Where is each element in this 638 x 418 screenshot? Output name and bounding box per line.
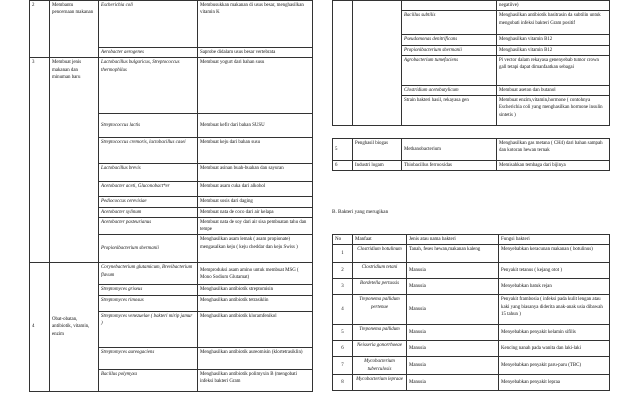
row-number: 2: [30, 1, 50, 58]
bacteria-function: Menyebabkan penyakit kelamin sifilis: [499, 325, 610, 341]
row-number: 4: [30, 263, 50, 391]
bacteria-host: Manusia: [407, 357, 499, 375]
usage-category: Membantu pencernaan makanan: [50, 1, 99, 58]
row-number: 5: [333, 325, 353, 341]
left-table: [29, 0, 313, 392]
bacteria-host: Manusia: [407, 279, 499, 295]
right-continuation-table: [332, 0, 610, 126]
usage-category: [353, 1, 402, 126]
usage-category: Membuat jenis makanan dan minuman baru: [50, 58, 99, 263]
bacteria-name: Clostridium botulinum: [353, 245, 407, 263]
bacteria-name: Treponema pallidum: [353, 325, 407, 341]
bacteria-name: Pediococcus cerevisiae: [99, 197, 198, 207]
table-row: [30, 263, 313, 285]
table-row: [30, 58, 313, 114]
bacteria-name: Streptomyces venezuelae ( bakteri mirip jamur ): [99, 311, 198, 347]
column-header: No: [333, 235, 353, 245]
bacteria-host: Manusia: [407, 374, 499, 390]
bacteria-function: Menghasilkan antibiotik kloramfenikol: [198, 311, 313, 347]
bacteria-name: Bacillus subtilis: [402, 11, 497, 35]
bacteria-name: Clostridium tetani: [353, 263, 407, 279]
bacteria-function: Membuat nata de soy dari air sisa pembuatan tahu dan tempe: [198, 217, 313, 235]
bacteria-name: Streptomyces aureogaciens: [99, 347, 198, 369]
bacteria-name: Escherichia coli: [99, 1, 198, 48]
row-number: [333, 1, 353, 126]
column-header: Jenis atau nama bakteri: [407, 235, 499, 245]
bacteria-name: Thiobacillus ferrooxidas: [402, 161, 497, 171]
table-row: [333, 245, 610, 263]
usage-category: Penghasil biogas: [353, 139, 402, 161]
bacteria-host: Manusia: [407, 295, 499, 325]
usage-category: Industri logam: [353, 161, 402, 171]
bacteria-function: Menghasilkan asam lemak ( asam propionate) mengasalkan keju ( keju cheddar dan keju Swiss ): [198, 235, 313, 263]
bacteria-function: Memisahkan tembaga dari bijinya: [497, 161, 610, 171]
bacteria-function: Saprobe didalam usus besar vertebrata: [198, 48, 313, 58]
bacteria-name: [402, 1, 497, 11]
bacteria-name: Acetobacter pasteurianus: [99, 217, 198, 235]
bacteria-function: Menghasilkan antibiotik polimyxin B (mengobati infeksi bakteri Gram: [198, 369, 313, 391]
bacteria-name: Streptomyces griseus: [99, 285, 198, 295]
bacteria-name: Streptococcus lactis: [99, 114, 198, 138]
bacteria-function: Pi vector dalam rekayasa genenyebab tumor crown gall tetapi dapat dimanfaatkan sebagai: [497, 55, 610, 85]
bacteria-function: Menghasilkan antibiotik streptomisin: [198, 285, 313, 295]
bacteria-function: Menyebabkan keracunan makanan ( botulinus): [499, 245, 610, 263]
bacteria-function: Membuat yogurt dari bahan susu: [198, 58, 313, 114]
bacteria-name: Clostridium acetobutylicum: [402, 85, 497, 95]
usage-category: Obat-obatan, antibiotik, vitamin, enzim: [50, 263, 99, 391]
bacteria-name: Neisseria gonorrhoeae: [353, 341, 407, 357]
bacteria-name: Bordetella pertussis: [353, 279, 407, 295]
bacteria-function: Menyebabkan batuk rejan: [499, 279, 610, 295]
bacteria-function: Menghasilkan antibiotik tetrasiklin: [198, 295, 313, 311]
row-number: 6: [333, 161, 353, 171]
row-number: 5: [333, 139, 353, 161]
bacteria-function: Penyakit frambosia ( infeksi pada kulit lengan atau kaki yang biasanya diderita anak-anak usia dibawah 15 tahun ): [499, 295, 610, 325]
column-header: Manfaat: [353, 235, 407, 245]
row-number: 3: [333, 279, 353, 295]
bacteria-function: Membuat enzim,vitamin,hormone ( contohnya Escherichia coli yang menghasilkan hormone insulin sintetis ): [497, 96, 610, 126]
bacteria-host: Manusia: [407, 263, 499, 279]
bacteria-function: Menyebabkan penyakit paru-paru (TBC): [499, 357, 610, 375]
bacteria-function: Membuat kefir dari bahan SUSU: [198, 114, 313, 138]
bacteria-function: Menyebabkan penyakit lepraa: [499, 374, 610, 390]
bacteria-name: Propionibacterium shermanii: [99, 235, 198, 263]
row-number: 7: [333, 357, 353, 375]
bacteria-function: Membuat sosis dari daging: [198, 197, 313, 207]
bacteria-function: Kencing nanah pada wanita dan laki-laki: [499, 341, 610, 357]
bacteria-function: Memproduksi asam amino untuk membuat MSG ( Mono Sodium Glutamat): [198, 263, 313, 285]
table-row: [333, 295, 610, 325]
bacteria-function: Menghasilkan vitamin B12: [497, 35, 610, 45]
bacteria-name: Aerobacter aerogenes: [99, 48, 198, 58]
table-row: [333, 139, 610, 161]
bacteria-name: Bacillus polymyxa: [99, 369, 198, 391]
bacteria-name: Methanobacterium: [402, 139, 497, 161]
bacteria-host: Manusia: [407, 341, 499, 357]
bacteria-function: Membusukkan makanan di usus besar, menghasilkan vitamin K: [198, 1, 313, 48]
table-row: [333, 325, 610, 341]
harmful-bacteria-table: [332, 234, 610, 391]
bacteria-function: Membuat aseton dan butanol: [497, 85, 610, 95]
table-row: [333, 1, 610, 11]
table-row: [333, 279, 610, 295]
bacteria-host: Manusia: [407, 325, 499, 341]
row-number: 2: [333, 263, 353, 279]
bacteria-name: Agrobacterium tumefaciens: [402, 55, 497, 85]
table-row: [333, 374, 610, 390]
bacteria-name: Strain bakteri hasil, rekayasa gen: [402, 96, 497, 126]
bacteria-function: Menghasilkan gas metana ( CH4) dari bahan sampah dan kotoran hewan ternak: [497, 139, 610, 161]
bacteria-name: Streptococcus cremoris, lactobacillus casei: [99, 138, 198, 164]
bacteria-function: Membuat asam cuka dari alkohol: [198, 182, 313, 197]
section-heading: B. Bakteri yang merugikan: [332, 209, 389, 215]
bacteria-name: Streptomyces rimosus: [99, 295, 198, 311]
table-row: [333, 263, 610, 279]
right-industry-table: [332, 138, 610, 171]
bacteria-function: Penyakit tetanus ( kejang otot ): [499, 263, 610, 279]
bacteria-name: Acetobacter xylinum: [99, 207, 198, 217]
bacteria-function: Menghasilkan vitamin B12: [497, 45, 610, 55]
table-row: [333, 357, 610, 375]
bacteria-name: Corynebacterium glutamicum, Brevibacterium flavum: [99, 263, 198, 285]
bacteria-function: Membuat nata de coco dari air kelapa: [198, 207, 313, 217]
row-number: 8: [333, 374, 353, 390]
table-row: [333, 341, 610, 357]
bacteria-host: Tanah, feses hewan,makanan kaleng: [407, 245, 499, 263]
bacteria-function: Membuat keju dari bahan susu: [198, 138, 313, 164]
bacteria-name: Mycobacterium tuberculosis: [353, 357, 407, 375]
table-row: [30, 1, 313, 48]
bacteria-function: negatiive): [497, 1, 610, 11]
bacteria-function: Menghasilkan antibiotik basitrasin da subtilin untuk mengobati infeksi bakteri Gram positif: [497, 11, 610, 35]
bacteria-function: Menghasilkan antibiotik aureomisin (klortetrasiklin): [198, 347, 313, 369]
bacteria-name: Propionibacterium shermanii: [402, 45, 497, 55]
bacteria-name: Pseudomonas denitrificans: [402, 35, 497, 45]
row-number: 6: [333, 341, 353, 357]
bacteria-name: Lactobacillus brevis: [99, 164, 198, 182]
row-number: 1: [333, 245, 353, 263]
row-number: 3: [30, 58, 50, 263]
bacteria-name: Treponema pallidum pertenue: [353, 295, 407, 325]
bacteria-name: Lactobacillus bulgaricus, Streptococcus thermophilus: [99, 58, 198, 114]
bacteria-function: Membuat asinan buah-buahan dan sayuran: [198, 164, 313, 182]
table-header-row: [333, 235, 610, 245]
table-row: [333, 161, 610, 171]
bacteria-name: Acetobacter aceti, Gluconobact*er: [99, 182, 198, 197]
row-number: 4: [333, 295, 353, 325]
bacteria-name: Mycobacterium lepraae: [353, 374, 407, 390]
column-header: Fungsi bakteri: [499, 235, 610, 245]
